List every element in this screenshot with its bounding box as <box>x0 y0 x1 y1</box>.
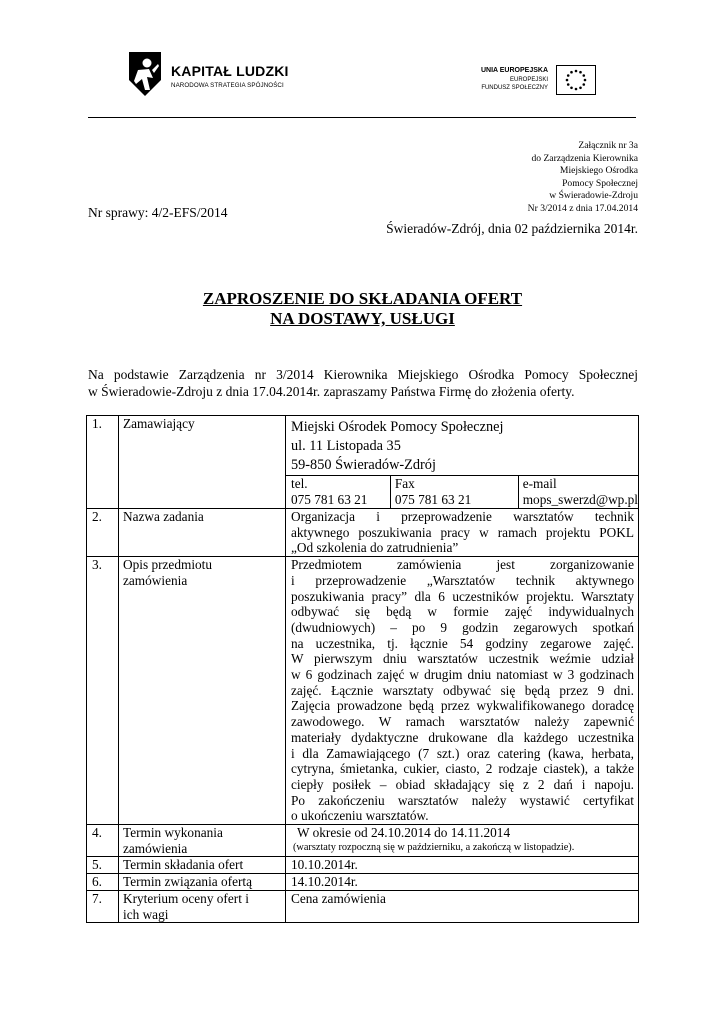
row-label-line: Opis przedmiotu <box>123 557 213 573</box>
task-name-line: aktywnego poszukiwania pracy w ramach projektu POKL <box>291 524 634 540</box>
row-label: Nazwa zadania <box>119 509 286 557</box>
offer-deadline: 10.10.2014r. <box>286 857 639 874</box>
phone-cell <box>286 476 390 509</box>
row-value <box>286 416 639 509</box>
table-row <box>87 416 639 509</box>
phone-value: 075 781 63 21 <box>291 491 368 507</box>
description-line: zawodowego. W ramach warsztatów należy zapewnić <box>291 714 634 730</box>
description-line: odbywać się będą w formie zajęć indywidualnych <box>291 604 634 620</box>
table-row <box>87 509 639 557</box>
annex-note <box>528 140 638 216</box>
row-number: 1. <box>87 416 119 509</box>
task-name-line: Organizacja i przeprowadzenie warsztatów technik <box>291 509 634 524</box>
row-label-line: Termin wykonania <box>123 825 223 841</box>
kapital-ludzki-emblem-icon <box>125 50 165 98</box>
description-line: W pierwszym dniu warsztatów uczestnik weźmie udział <box>291 651 634 667</box>
offer-table <box>86 415 639 923</box>
description-line: poszukiwania pracy” dla 6 uczestników projektu. Warsztaty <box>291 588 634 604</box>
row-number: 2. <box>87 509 119 557</box>
contracting-authority-address <box>286 416 638 475</box>
intro-paragraph <box>88 366 638 400</box>
eu-star-icon <box>579 71 582 74</box>
document-title <box>0 289 725 329</box>
table-row <box>87 857 639 874</box>
eu-star-icon <box>584 79 587 82</box>
eu-star-icon <box>582 83 585 86</box>
fax-value: 075 781 63 21 <box>394 491 472 507</box>
row-label: Termin składania ofert <box>119 857 286 874</box>
annex-line: Pomocy Społecznej <box>562 177 638 189</box>
table-row <box>87 557 639 825</box>
email-cell <box>518 476 638 509</box>
row-number: 7. <box>87 890 119 922</box>
row-number: 4. <box>87 825 119 857</box>
description-line: cytryna, śmietanka, cukier, ciasto, 2 rodzaje ciastek), a także <box>291 761 634 777</box>
table-row <box>87 890 639 922</box>
table-row <box>87 874 639 891</box>
phone-label: tel. <box>291 476 308 491</box>
row-number: 6. <box>87 874 119 891</box>
address-line: ul. 11 Listopada 35 <box>291 438 401 454</box>
row-label-line: Kryterium oceny ofert i <box>123 890 249 906</box>
eu-star-icon <box>570 86 573 89</box>
eu-star-icon <box>567 83 570 86</box>
description-line: i przeprowadzenie „Warsztatów technik aktywnego <box>291 572 634 588</box>
email-value: mops_swerzd@wp.pl <box>522 491 638 507</box>
annex-line: Miejskiego Ośrodka <box>559 165 638 177</box>
completion-term <box>286 825 639 857</box>
annex-line: Załącznik nr 3a <box>578 140 638 151</box>
evaluation-criterion: Cena zamówienia <box>286 890 639 922</box>
row-number: 3. <box>87 557 119 825</box>
title-line1: ZAPROSZENIE DO SKŁADANIA OFERT <box>202 289 523 308</box>
eu-star-icon <box>566 79 569 82</box>
row-label <box>119 557 286 825</box>
address-line: Miejski Ośrodek Pomocy Społecznej <box>291 419 504 435</box>
description-line: ciepły posiłek – obiad składający się z 2 dań i napoju. <box>291 776 634 792</box>
description-line: zajęć. Łącznie warsztaty odbywać się będą przez 9 dni. <box>291 682 634 698</box>
description-line: i dla Zamawiającego (7 szt.) oraz catering (kawa, herbata, <box>291 745 634 761</box>
eu-star-icon <box>575 88 578 91</box>
description-line: Zajęcia prowadzone będą przez wykwalifikowanego doradcę <box>291 698 634 714</box>
row-label: Zamawiający <box>119 416 286 509</box>
eu-star-icon <box>567 74 570 77</box>
task-name-line: „Od szkolenia do zatrudnienia” <box>291 540 459 556</box>
fax-label: Fax <box>394 476 415 491</box>
logo-right-line3: FUNDUSZ SPOŁECZNY <box>481 85 548 91</box>
logo-right-line2: EUROPEJSKI <box>509 77 548 83</box>
completion-term-value: W okresie od 24.10.2014 do 14.11.2014 <box>297 825 511 841</box>
description-line: (dwudniowych) – po 9 godzin zegarowych spotkań <box>291 619 634 635</box>
description-line: materiały dydaktyczne drukowane dla każdego uczestnika <box>291 729 634 745</box>
place-and-date: Świeradów-Zdrój, dnia 02 października 2014r. <box>386 221 638 236</box>
eu-star-icon <box>575 70 578 73</box>
logo-left-subtitle: NARODOWA STRATEGIA SPÓJNOŚCI <box>171 82 284 89</box>
eu-star-icon <box>582 74 585 77</box>
row-label-line: ich wagi <box>123 906 169 922</box>
header-divider <box>88 117 636 118</box>
row-label <box>119 825 286 857</box>
contact-table <box>286 475 638 508</box>
description-line: Przedmiotem zamówienia jest zorganizowanie <box>291 557 634 573</box>
email-label: e-mail <box>522 476 557 491</box>
logo-right-line1: UNIA EUROPEJSKA <box>480 67 548 74</box>
description-line: w 6 godzinach zajęć w drugim dniu natomiast w 3 godzinach <box>291 667 634 683</box>
description-line: Po zakończeniu warsztatów należy wystawić certyfikat <box>291 792 634 808</box>
eu-star-icon <box>570 71 573 74</box>
row-label-line: zamówienia <box>123 572 188 588</box>
case-number: Nr sprawy: 4/2-EFS/2014 <box>88 205 228 220</box>
description-line: o ukończeniu warsztatów. <box>291 808 429 824</box>
row-label-line: zamówienia <box>123 840 188 856</box>
title-line2: NA DOSTAWY, USŁUGI <box>270 309 455 328</box>
row-label: Termin związania ofertą <box>119 874 286 891</box>
completion-term-note: (warsztaty rozpoczną się w październiku, a zakończą w listopadzie). <box>293 841 575 853</box>
task-name <box>286 509 639 557</box>
logo-left-title: KAPITAŁ LUDZKI <box>171 63 289 79</box>
address-line: 59-850 Świeradów-Zdrój <box>291 457 436 473</box>
annex-line: do Zarządzenia Kierownika <box>531 152 638 164</box>
annex-line: Nr 3/2014 z dnia 17.04.2014 <box>527 202 638 214</box>
ue-efs-logo <box>462 63 602 101</box>
kapital-ludzki-logo <box>125 50 295 102</box>
intro-line1: Na podstawie Zarządzenia nr 3/2014 Kierownika Miejskiego Ośrodka Pomocy Społecznej <box>88 367 638 382</box>
eu-flag-icon <box>556 65 596 95</box>
table-row <box>87 825 639 857</box>
description-line: na uczestnika, tj. łącznie 54 godziny zegarowe zajęć. <box>291 635 634 651</box>
offer-binding-date: 14.10.2014r. <box>286 874 639 891</box>
row-number: 5. <box>87 857 119 874</box>
row-label <box>119 890 286 922</box>
eu-star-icon <box>579 86 582 89</box>
order-description <box>286 557 639 825</box>
fax-cell <box>390 476 518 509</box>
annex-line: w Świeradowie-Zdroju <box>549 190 638 202</box>
intro-line2: w Świeradowie-Zdroju z dnia 17.04.2014r. zapraszamy Państwa Firmę do złożenia oferty. <box>88 384 575 399</box>
